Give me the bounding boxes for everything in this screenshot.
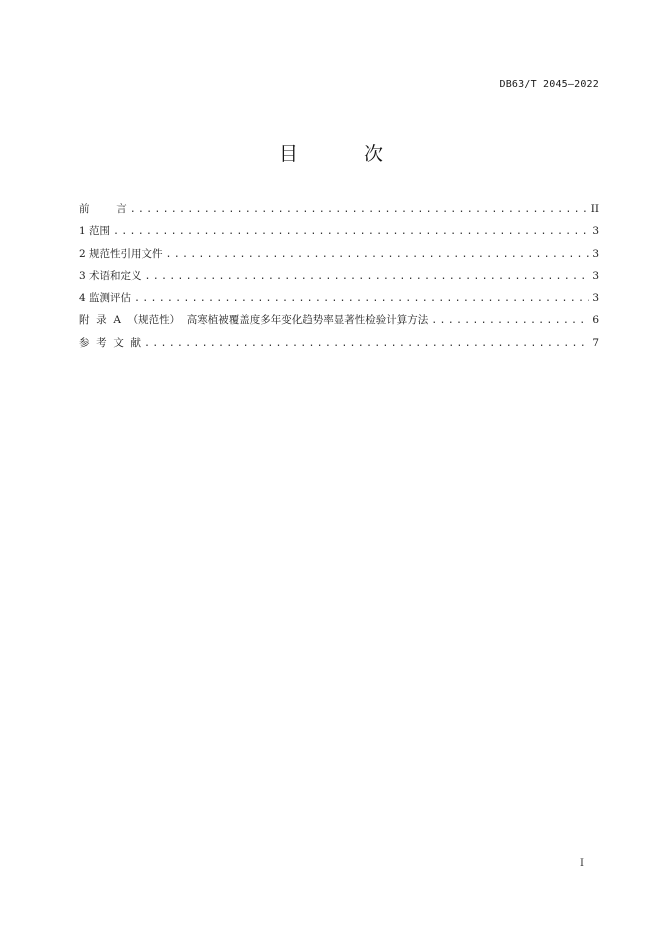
toc-entry-label: 1 范围 bbox=[79, 225, 111, 238]
toc-entry-label: 3 术语和定义 bbox=[79, 269, 142, 282]
toc-entry-label: 附 录 A （规范性） 高寒植被覆盖度多年变化趋势率显著性检验计算方法 bbox=[79, 314, 429, 327]
standard-code: DB63/T 2045—2022 bbox=[499, 79, 599, 90]
toc-entry-page: 3 bbox=[592, 269, 599, 282]
toc-entry-page: 7 bbox=[592, 336, 599, 349]
toc-entry-page: II bbox=[590, 203, 599, 215]
toc-leader-dots bbox=[166, 246, 590, 264]
toc-leader-dots bbox=[130, 201, 588, 219]
toc-entry-label: 2 规范性引用文件 bbox=[79, 247, 163, 260]
toc-leader-dots bbox=[145, 268, 590, 286]
toc-leader-dots bbox=[144, 335, 589, 353]
toc-leader-dots bbox=[431, 312, 589, 330]
toc-entry-page: 3 bbox=[592, 292, 599, 305]
toc-entry-normative-references[interactable] bbox=[79, 245, 599, 267]
toc-entry-scope[interactable] bbox=[79, 222, 599, 244]
toc-entry-page: 3 bbox=[592, 247, 599, 260]
page-number: I bbox=[580, 858, 584, 869]
toc-entry-terms-definitions[interactable] bbox=[79, 267, 599, 289]
toc-entry-label: 前 言 bbox=[79, 203, 127, 215]
toc-entry-label: 参 考 文 献 bbox=[79, 336, 142, 349]
toc-entry-monitoring-assessment[interactable] bbox=[79, 289, 599, 311]
toc-entry-page: 6 bbox=[592, 314, 599, 327]
table-of-contents bbox=[79, 200, 599, 356]
toc-entry-annex-a[interactable] bbox=[79, 311, 599, 333]
toc-leader-dots bbox=[113, 223, 589, 241]
toc-leader-dots bbox=[134, 290, 589, 308]
toc-title: 目 次 bbox=[278, 143, 414, 165]
toc-entry-label: 4 监测评估 bbox=[79, 292, 132, 305]
toc-entry-page: 3 bbox=[592, 225, 599, 238]
toc-entry-bibliography[interactable] bbox=[79, 334, 599, 356]
toc-entry-foreword[interactable] bbox=[79, 200, 599, 222]
